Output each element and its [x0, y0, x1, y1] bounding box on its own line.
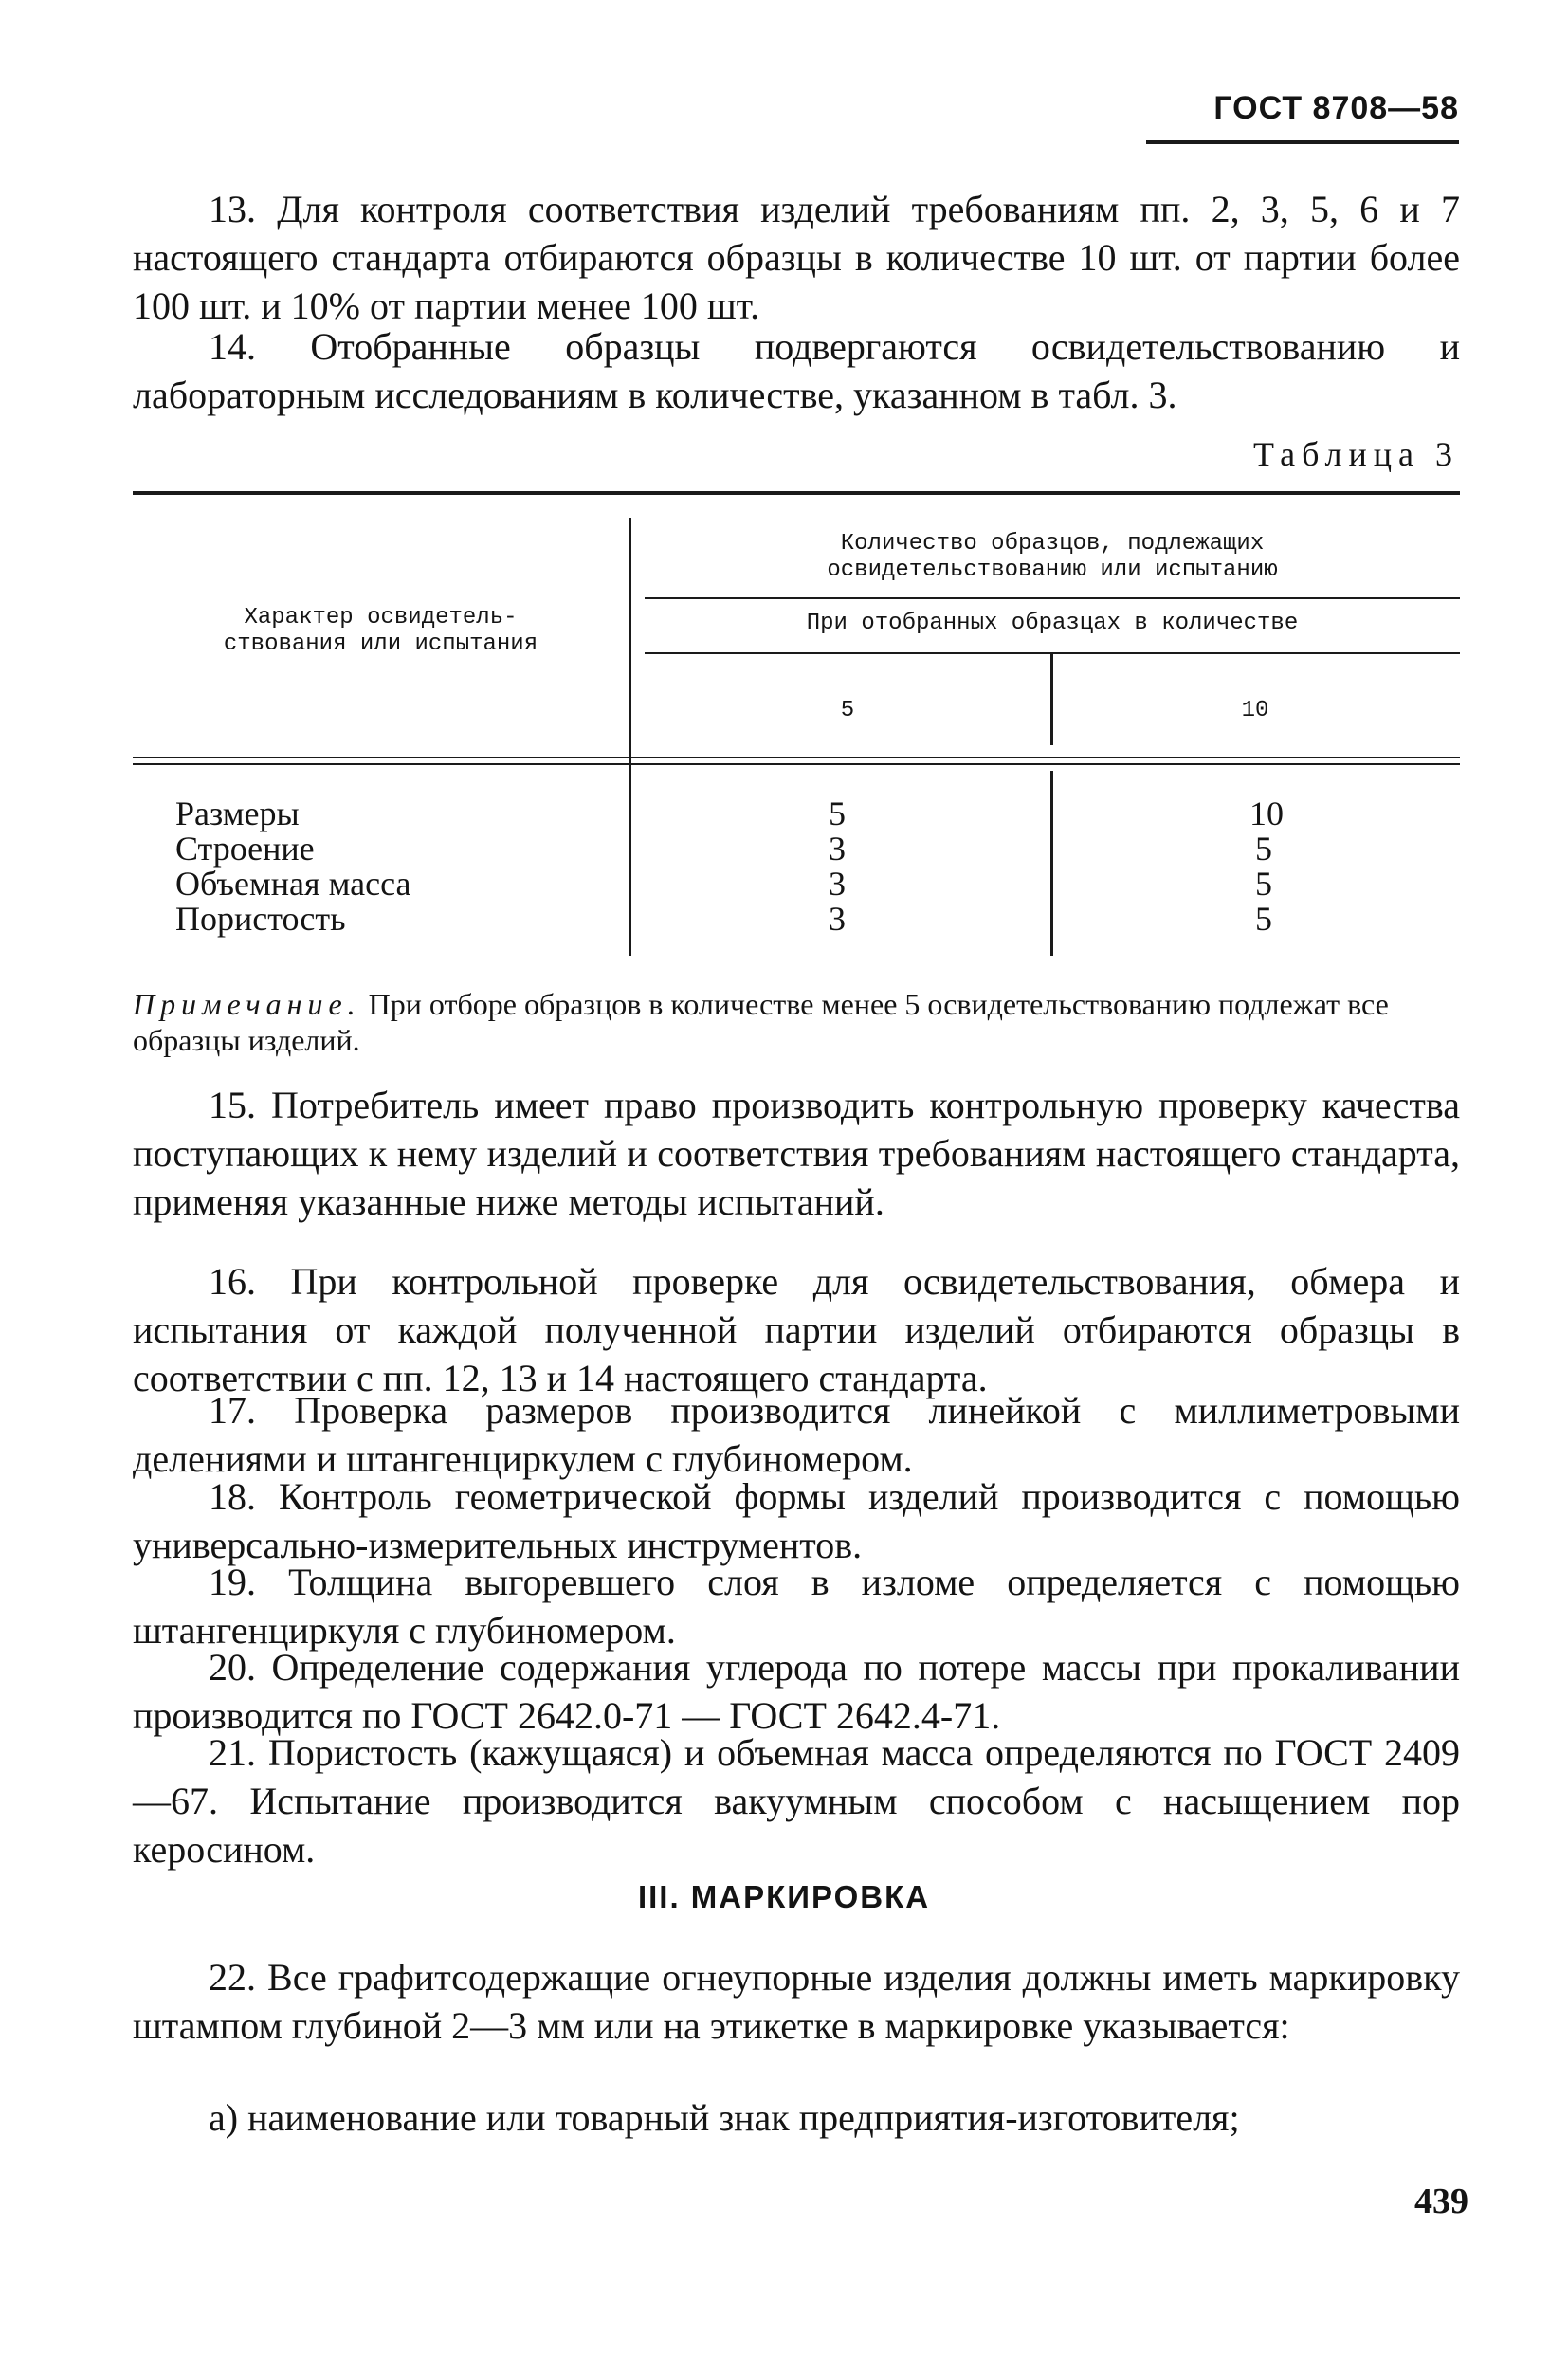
- row-value-a: 3: [829, 830, 846, 868]
- paragraph-14: [133, 322, 1460, 419]
- table-top-rule: [133, 491, 1460, 495]
- row-value-a: 3: [829, 865, 846, 903]
- row-value-a: 5: [829, 795, 846, 832]
- row-value-a: 3: [829, 900, 846, 938]
- paragraph-18-text: 18. Контроль геометрической формы изделий производится с помощью универсально-измерительных инструментов.: [133, 1475, 1460, 1566]
- paragraph-19-text: 19. Толщина выгоревшего слоя в изломе определяется с помощью штангенциркуля с глубиномером.: [133, 1561, 1460, 1652]
- table-body-subdivider: [1050, 771, 1053, 956]
- paragraph-18: [133, 1472, 1460, 1569]
- paragraph-21-text: 21. Пористость (кажущаяся) и объемная масса определяются по ГОСТ 2409—67. Испытание производится вакуумным способом с насыщением пор керосином.: [133, 1731, 1460, 1871]
- standard-number: ГОСТ 8708—58: [1146, 90, 1459, 144]
- paragraph-22-text: 22. Все графитсодержащие огнеупорные изделия должны иметь маркировку штампом глубиной 2—3 мм или на этикетке в маркировке указывается:: [133, 1956, 1460, 2047]
- row-name: Объемная масса: [175, 865, 411, 903]
- table-head-top: Количество образцов, подлежащих освидетельствованию или испытанию: [827, 531, 1278, 583]
- table-head-rule-1: [645, 597, 1460, 599]
- paragraph-14-text: 14. Отобранные образцы подвергаются освидетельствованию и лабораторным исследованиям в количестве, указанном в табл. 3.: [133, 325, 1460, 416]
- table-note: [133, 986, 1469, 1058]
- table-divider-vertical: [629, 518, 631, 956]
- paragraph-16: [133, 1257, 1460, 1402]
- row-value-b: 5: [1255, 900, 1272, 938]
- paragraph-16-text: 16. При контрольной проверке для освидетельствования, обмера и испытания от каждой полученной партии изделий отбираются образцы в соответствии с пп. 12, 13 и 14 настоящего стандарта.: [133, 1260, 1460, 1399]
- table-3: [133, 491, 1460, 975]
- row-value-b: 5: [1255, 830, 1272, 868]
- paragraph-17: [133, 1386, 1460, 1483]
- table-caption: Таблица 3: [1253, 435, 1459, 473]
- paragraph-15-text: 15. Потребитель имеет право производить контрольную проверку качества поступающих к нему изделий и соответствия требованиям настоящего стандарта, применяя указанные ниже методы испытаний.: [133, 1084, 1460, 1223]
- paragraph-22a-text: а) наименование или товарный знак предприятия-изготовителя;: [209, 2096, 1240, 2139]
- row-name: Строение: [175, 830, 315, 868]
- paragraph-20-text: 20. Определение содержания углерода по потере массы при прокаливании производится по ГОСТ 2642.0-71 — ГОСТ 2642.4-71.: [133, 1646, 1460, 1737]
- paragraph-13: [133, 185, 1460, 330]
- table-head-double-rule-1: [133, 757, 1460, 758]
- note-label: Примечание.: [133, 987, 361, 1021]
- row-name: Пористость: [175, 900, 346, 938]
- note-text: При отборе образцов в количестве менее 5 освидетельствованию подлежат все образцы изделий.: [133, 987, 1389, 1057]
- page-number: 439: [1414, 2182, 1468, 2221]
- page-header: [1146, 90, 1459, 144]
- section-title: III. МАРКИРОВКА: [637, 1879, 931, 1914]
- table-head-mid: При отобранных образцах в количестве: [806, 611, 1299, 636]
- paragraph-20: [133, 1643, 1460, 1740]
- row-name: Размеры: [175, 795, 300, 832]
- paragraph-19: [133, 1558, 1460, 1654]
- table-col-b-head: 10: [1241, 698, 1269, 723]
- table-head-left: Характер освидетель- ствования или испытания: [223, 605, 538, 657]
- paragraph-22: [133, 1953, 1460, 2050]
- row-value-b: 10: [1249, 795, 1284, 832]
- row-value-b: 5: [1255, 865, 1272, 903]
- paragraph-13-text: 13. Для контроля соответствия изделий требованиям пп. 2, 3, 5, 6 и 7 настоящего стандарта отбираются образцы в количестве 10 шт. от партии более 100 шт. и 10% от партии менее 100 шт.: [133, 188, 1460, 327]
- paragraph-22a: [133, 2093, 1460, 2142]
- paragraph-21: [133, 1728, 1460, 1873]
- table-head-double-rule-2: [133, 763, 1460, 765]
- paragraph-15: [133, 1081, 1460, 1226]
- table-col-a-head: 5: [840, 698, 855, 723]
- paragraph-17-text: 17. Проверка размеров производится линейкой с миллиметровыми делениями и штангенциркулем с глубиномером.: [133, 1389, 1460, 1480]
